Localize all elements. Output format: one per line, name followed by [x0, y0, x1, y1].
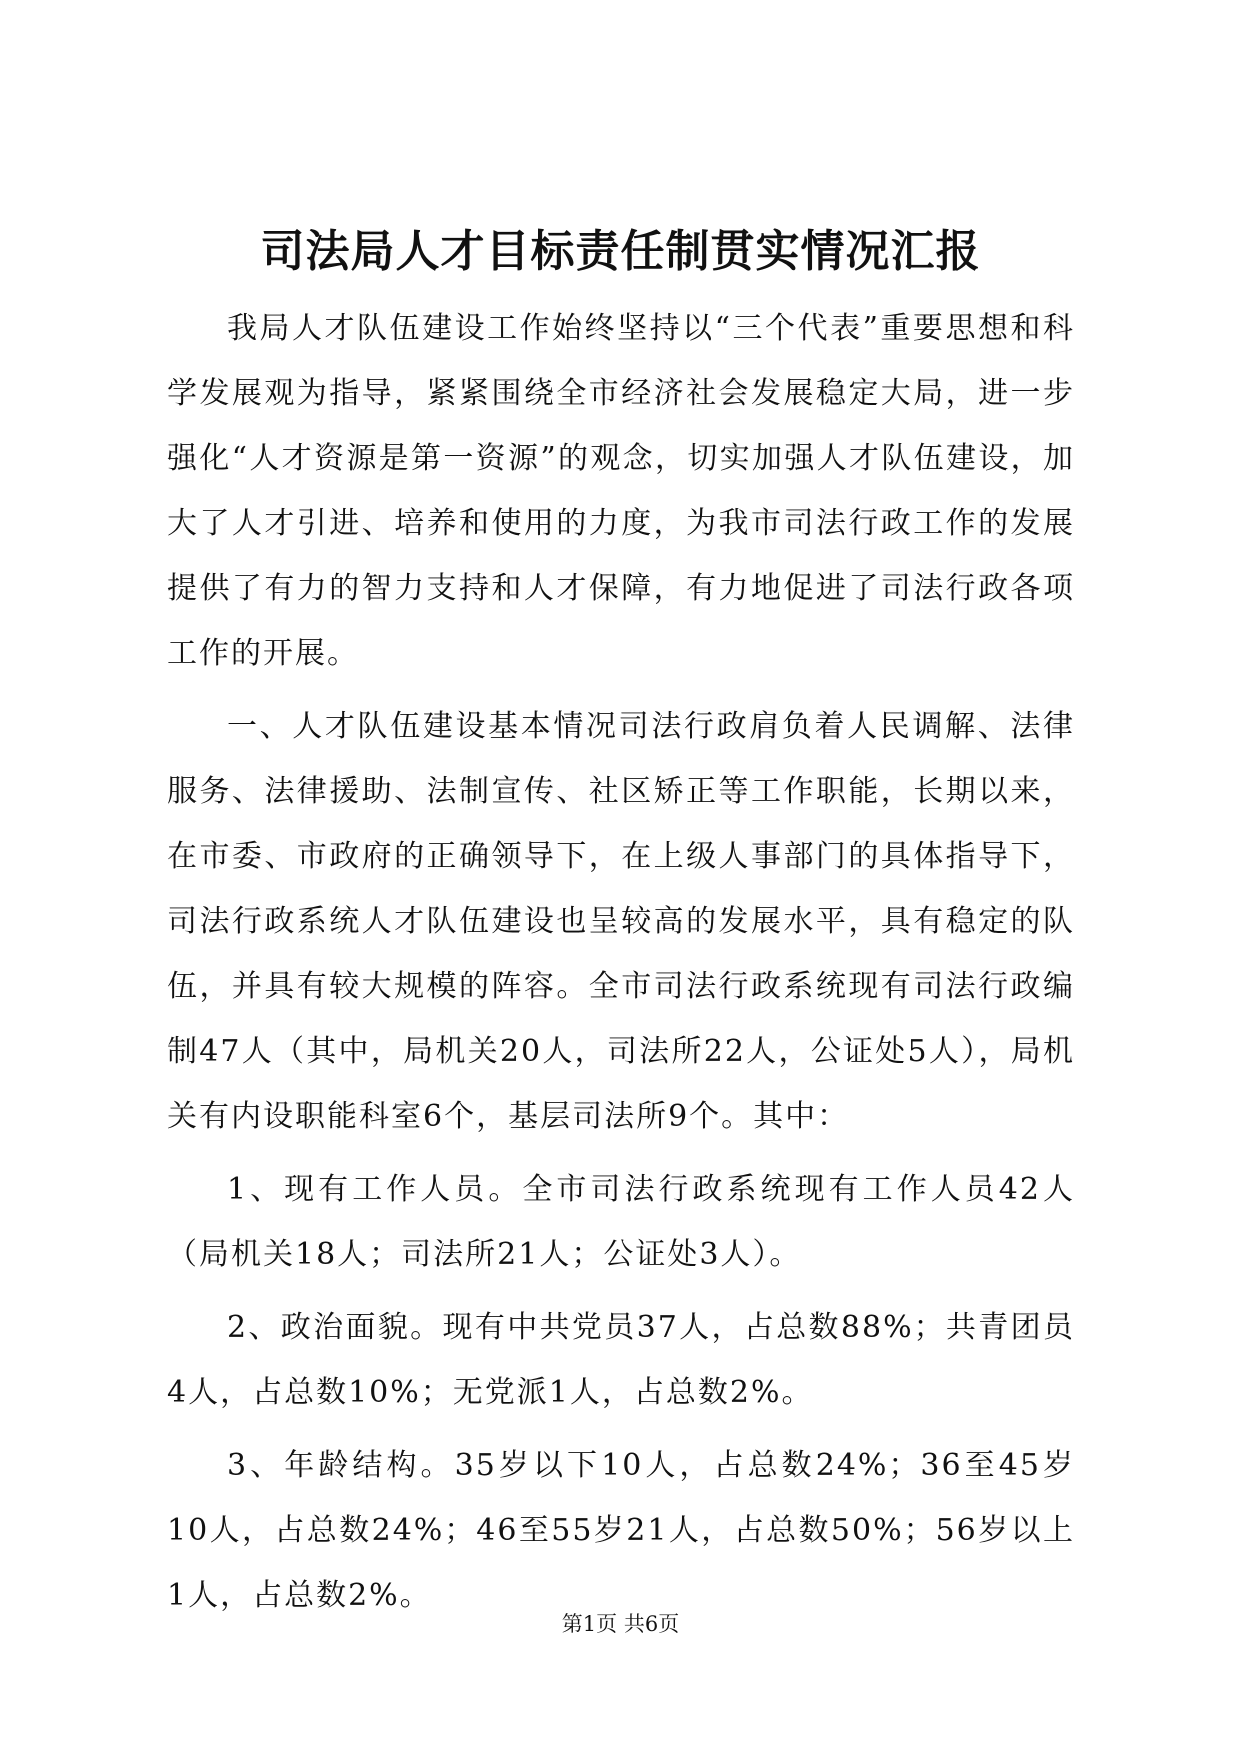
paragraph-staff-count: 1、现有工作人员。全市司法行政系统现有工作人员42人（局机关18人；司法所21人；公证处3人）。	[167, 1172, 1075, 1272]
paragraph-political-status: 2、政治面貌。现有中共党员37人，占总数88%；共青团员4人，占总数10%；无党派1人，占总数2%。	[167, 1310, 1075, 1410]
paragraph-section-one: 一、人才队伍建设基本情况司法行政肩负着人民调解、法律服务、法律援助、法制宣传、社区矫正等工作职能，长期以来，在市委、市政府的正确领导下，在上级人事部门的具体指导下，司法行政系统人才队伍建设也呈较高的发展水平，具有稳定的队伍，并具有较大规模的阵容。全市司法行政系统现有司法行政编制47人（其中，局机关20人，司法所22人，公证处5人），局机关有内设职能科室6个，基层司法所9个。其中：	[167, 709, 1075, 1134]
paragraph-intro: 我局人才队伍建设工作始终坚持以“三个代表”重要思想和科学发展观为指导，紧紧围绕全市经济社会发展稳定大局，进一步强化“人才资源是第一资源”的观念，切实加强人才队伍建设，加大了人才引进、培养和使用的力度，为我市司法行政工作的发展提供了有力的智力支持和人才保障，有力地促进了司法行政各项工作的开展。	[167, 311, 1075, 671]
page-number-footer: 第1页 共6页	[561, 1612, 680, 1636]
document-title: 司法局人才目标责任制贯实情况汇报	[260, 226, 981, 277]
document-body	[167, 296, 1075, 1636]
paragraph-age-structure: 3、年龄结构。35岁以下10人，占总数24%；36至45岁10人，占总数24%；46至55岁21人，占总数50%；56岁以上1人，占总数2%。	[167, 1448, 1075, 1613]
